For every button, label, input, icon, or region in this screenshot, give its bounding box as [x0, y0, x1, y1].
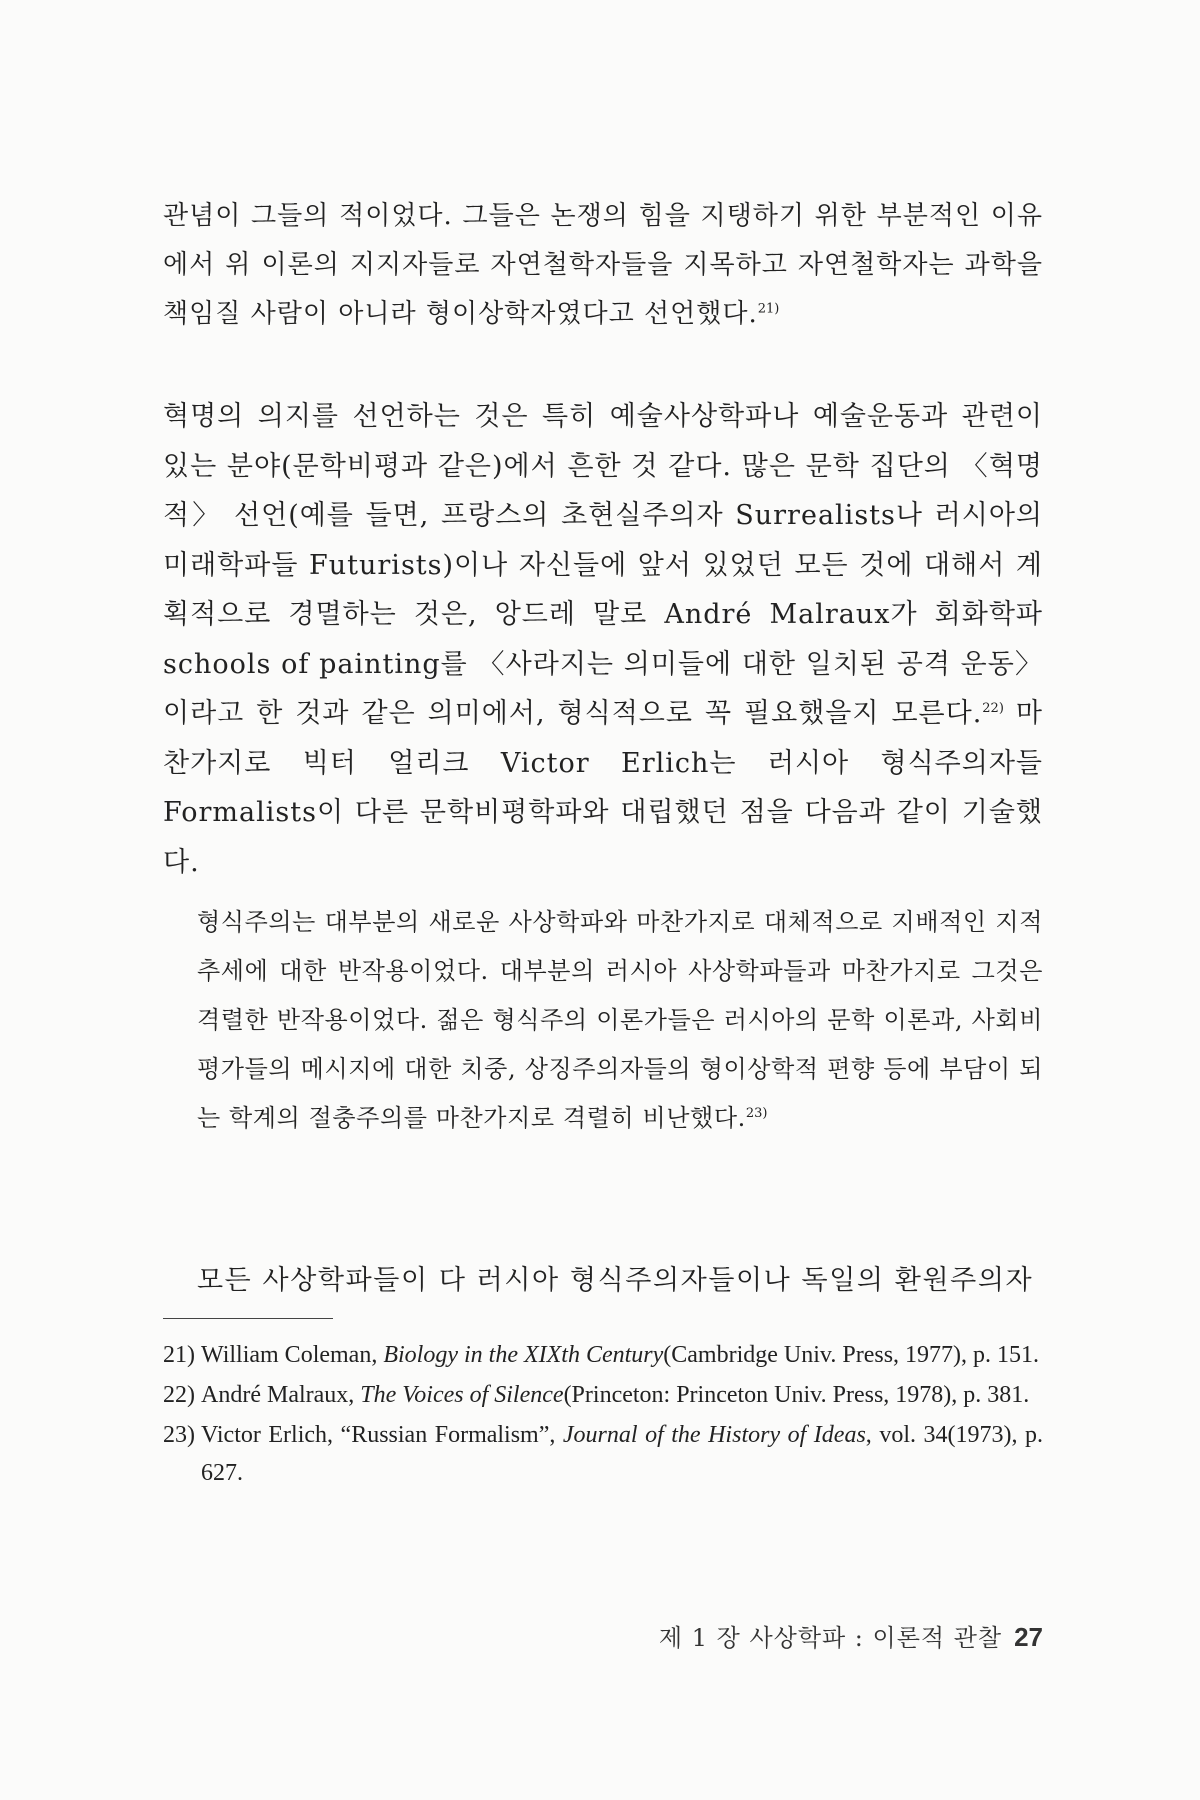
footnote-title: Journal of the History of Ideas	[562, 1422, 866, 1448]
paragraph-2	[163, 392, 1043, 887]
footnote-ref-21: 21)	[757, 301, 780, 317]
paragraph-1-text: 관념이 그들의 적이었다. 그들은 논쟁의 힘을 지탱하기 위한 부분적인 이유에서 위 이론의 지지자들로 자연철학자들을 지목하고 자연철학자는 과학을 책임질 사람이 아니라 형이상학자였다고 선언했다.	[163, 201, 1043, 329]
footnote-author: André Malraux,	[201, 1382, 361, 1408]
block-quote-text: 형식주의는 대부분의 새로운 사상학파와 마찬가지로 대체적으로 지배적인 지적 추세에 대한 반작용이었다. 대부분의 러시아 사상학파들과 마찬가지로 그것은 격렬한 반작용이었다. 젊은 형식주의 이론가들은 러시아의 문학 이론과, 사회비평가들의 메시지에 대한 치중, 상징주의자들의 형이상학적 편향 등에 부담이 되는 학계의 절충주의를 마찬가지로 격렬히 비난했다.	[197, 908, 1043, 1132]
chapter-title: 제 1 장 사상학파 : 이론적 관찰	[658, 1624, 1003, 1652]
footnote-title: The Voices of Silence	[360, 1382, 564, 1408]
footnote-publication: , vol. 34(1973), p. 627.	[201, 1422, 1044, 1486]
block-quote	[197, 898, 1043, 1143]
footnote-author: Victor Erlich, “Russian Formalism”,	[201, 1422, 563, 1448]
footnote-22	[163, 1376, 1043, 1414]
footnote-ref-22: 22)	[982, 701, 1004, 716]
footnote-ref-23: 23)	[745, 1106, 768, 1121]
page-number: 27	[1014, 1622, 1043, 1652]
footnote-divider	[163, 1318, 333, 1319]
footnote-publication: (Cambridge Univ. Press, 1977), p. 151.	[663, 1342, 1040, 1368]
footnote-23	[163, 1416, 1043, 1492]
page-footer	[659, 1618, 1043, 1653]
footnote-number: 22)	[163, 1382, 195, 1408]
footnotes	[163, 1336, 1043, 1494]
footnote-number: 23)	[163, 1422, 195, 1448]
footnote-title: Biology in the XIXth Century	[383, 1342, 664, 1368]
footnote-publication: (Princeton: Princeton Univ. Press, 1978), p. 381.	[563, 1382, 1030, 1408]
paragraph-2b-text: 마찬가지로 빅터 얼리크 Victor Erlich는 러시아 형식주의자들 Formalists이 다른 문학비평학파와 대립했던 점을 다음과 같이 기술했다.	[163, 698, 1043, 878]
footnote-number: 21)	[163, 1342, 195, 1368]
paragraph-2a-text: 혁명의 의지를 선언하는 것은 특히 예술사상학파나 예술운동과 관련이 있는 분야(문학비평과 같은)에서 흔한 것 같다. 많은 문학 집단의 〈혁명적〉 선언(예를 들면, 프랑스의 초현실주의자 Surrealists나 러시아의 미래학파들 Futurists)이나 자신들에 앞서 있었던 모든 것에 대해서 계획적으로 경멸하는 것은, 앙드레 말로 André Malraux가 회화학파 schools of painting를 〈사라지는 의미들에 대한 일치된 공격 운동〉이라고 한 것과 같은 의미에서, 형식적으로 꼭 필요했을지 모른다.	[163, 401, 1043, 729]
paragraph-3: 모든 사상학파들이 다 러시아 형식주의자들이나 독일의 환원주의자	[197, 1265, 1034, 1296]
footnote-21	[163, 1336, 1043, 1374]
footnote-author: William Coleman,	[201, 1342, 384, 1368]
paragraph-1	[163, 192, 1043, 339]
